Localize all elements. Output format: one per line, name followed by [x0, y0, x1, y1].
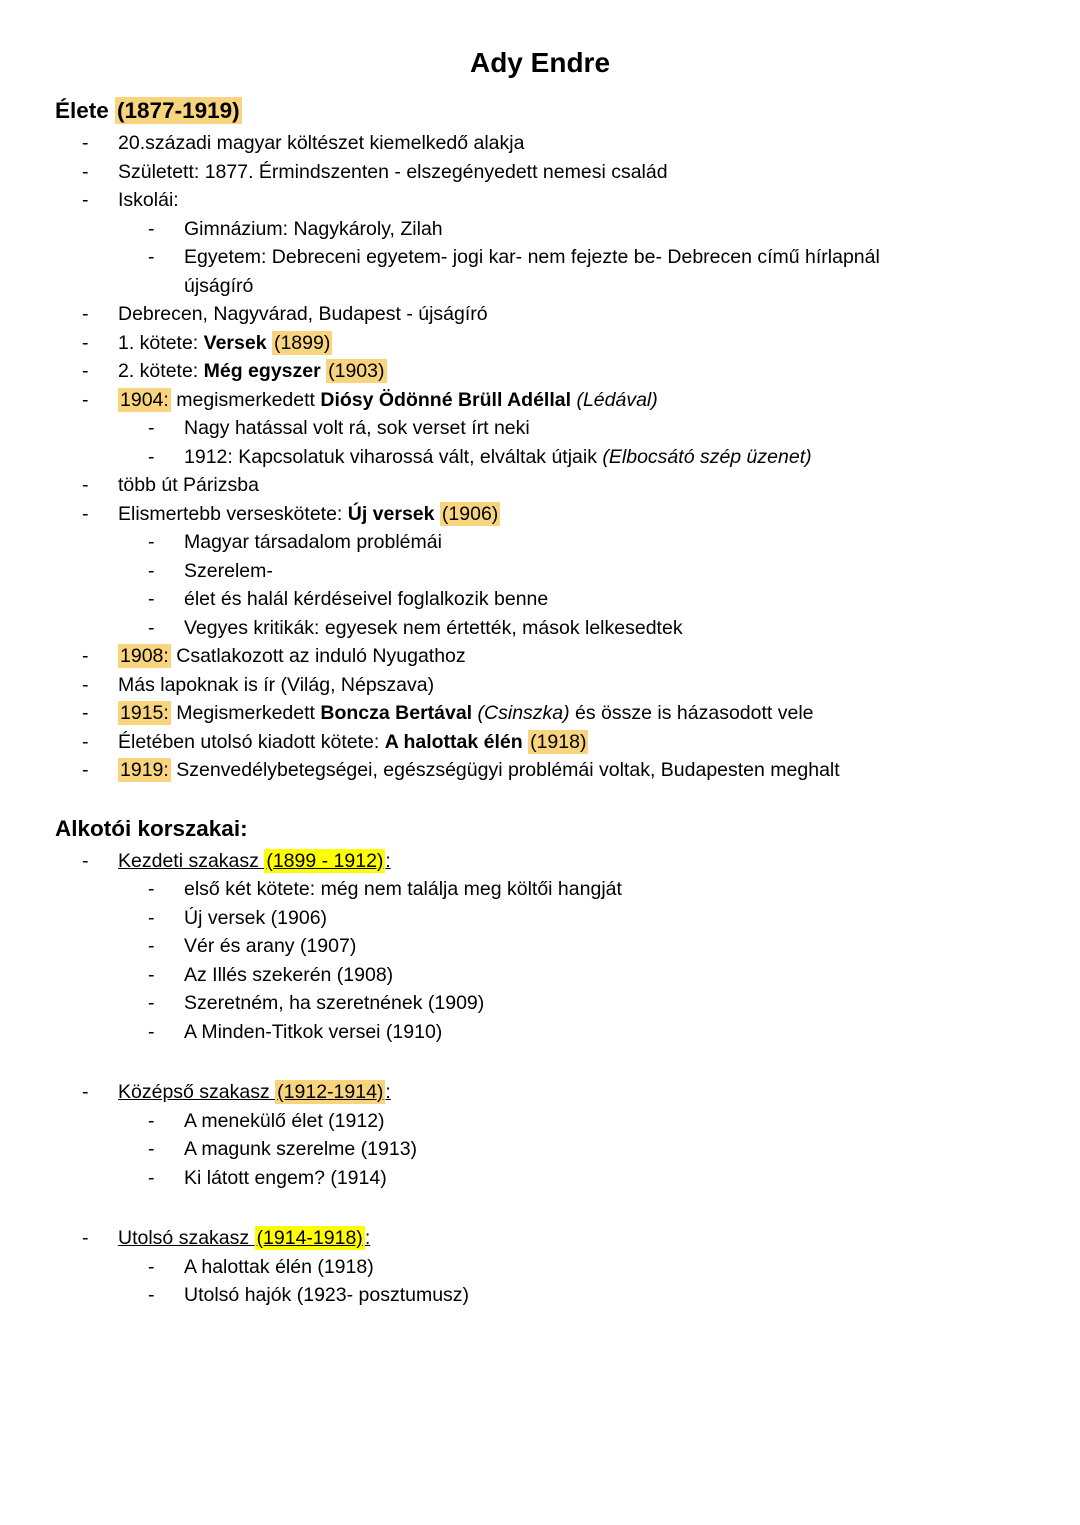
- list-item-text: [184, 904, 1025, 933]
- list-item: [55, 158, 1025, 187]
- text-segment: Élete: [55, 98, 116, 123]
- highlight-segment: (1877-1919): [117, 98, 240, 123]
- bullet-dash: -: [148, 417, 155, 439]
- text-segment: Új versek: [347, 502, 435, 525]
- bullet-dash: -: [148, 1138, 155, 1160]
- list-item: [55, 728, 1025, 757]
- list-item: [55, 1078, 1025, 1107]
- text-segment: A menekülő élet (1912): [184, 1109, 385, 1132]
- text-segment: :: [385, 1081, 391, 1103]
- highlight-segment: (1914-1918): [256, 1227, 363, 1249]
- bullet-dash: -: [148, 1166, 155, 1189]
- list-item-text: [118, 699, 1025, 728]
- list-item: [55, 386, 1025, 415]
- bullet-dash: -: [148, 616, 155, 639]
- list-item-text: [118, 386, 1025, 415]
- list-item: [55, 699, 1025, 728]
- text-segment: Utolsó hajók (1923- posztumusz): [184, 1284, 470, 1306]
- list-item: [55, 585, 1025, 614]
- list-item: [55, 300, 1025, 329]
- bullet-dash: -: [148, 1109, 155, 1132]
- list-item: [55, 1281, 1025, 1310]
- list-item-text: [184, 1281, 1025, 1310]
- bullet-dash: -: [82, 645, 89, 667]
- list-item-text: [118, 158, 1025, 187]
- text-segment: A halottak élén: [384, 730, 523, 753]
- list-item: [55, 1107, 1025, 1136]
- list-item-text: [184, 1107, 1025, 1136]
- list-item: [55, 471, 1025, 500]
- highlight-segment: (1903): [328, 360, 385, 382]
- bullet-dash: -: [82, 160, 89, 183]
- text-segment: Vegyes kritikák: egyesek nem értették, mások lelkesedtek: [184, 616, 683, 639]
- text-segment: Szenvedélybetegségei, egészségügyi problémái voltak, Budapesten meghalt: [170, 759, 840, 781]
- list-item-text: [118, 129, 1025, 158]
- bullet-dash: -: [82, 189, 89, 211]
- section: [55, 814, 1025, 1310]
- list-item-text: [184, 1253, 1025, 1282]
- text-segment: Debrecen, Nagyvárad, Budapest - újságíró: [118, 303, 488, 325]
- text-segment: Nagy hatással volt rá, sok verset írt neki: [184, 417, 530, 439]
- list-item-text: [184, 585, 1025, 614]
- list-item: [55, 904, 1025, 933]
- list-item-text: [118, 471, 1025, 500]
- highlight-segment: (1912-1914): [277, 1081, 384, 1103]
- bullet-dash: -: [82, 730, 89, 753]
- text-segment: élet és halál kérdéseivel foglalkozik benne: [184, 588, 549, 610]
- text-segment: (Lédával): [576, 388, 658, 411]
- list-item: [55, 357, 1025, 386]
- text-segment: Alkotói korszakai:: [55, 815, 248, 841]
- bullet-dash: -: [148, 445, 155, 468]
- list-item: [55, 847, 1025, 876]
- bullet-dash: -: [82, 331, 89, 354]
- list-item: [55, 671, 1025, 700]
- highlight-segment: (1918): [530, 730, 587, 753]
- list-item-text: [184, 557, 1025, 586]
- highlight-segment: (1899 - 1912): [266, 849, 384, 872]
- list-item-text: [184, 1164, 1025, 1193]
- text-segment: Kezdeti szakasz: [118, 849, 265, 872]
- text-segment: Új versek (1906): [184, 906, 328, 929]
- list-item-text: [184, 989, 1025, 1018]
- highlight-segment: 1908:: [120, 645, 169, 667]
- section: [55, 96, 1025, 785]
- bullet-dash: -: [82, 502, 89, 525]
- bullet-dash: -: [148, 1284, 155, 1306]
- list-item: [55, 614, 1025, 643]
- section-heading: [55, 814, 1025, 844]
- list-item-text: [118, 186, 1025, 215]
- bullet-dash: -: [82, 702, 89, 724]
- list-item-text: [118, 642, 1025, 671]
- list-item-text: [118, 500, 1025, 529]
- bullet-dash: -: [148, 1020, 155, 1043]
- text-segment: Más lapoknak is ír (Világ, Népszava): [118, 673, 435, 696]
- list-item: [55, 557, 1025, 586]
- text-segment: Gimnázium: Nagykároly, Zilah: [184, 217, 443, 240]
- list-item: [55, 443, 1025, 472]
- bullet-dash: -: [148, 992, 155, 1014]
- text-segment: 20.századi magyar költészet kiemelkedő alakja: [118, 132, 525, 154]
- list-item: [55, 500, 1025, 529]
- text-segment: :: [364, 1227, 371, 1249]
- bullet-dash: -: [148, 559, 155, 582]
- list-item-text: [184, 443, 1025, 472]
- list-item: [55, 272, 1025, 301]
- highlight-segment: 1904:: [120, 388, 169, 411]
- document-body: [55, 96, 1025, 1310]
- text-segment: első két kötete: még nem találja meg költői hangját: [184, 878, 622, 900]
- list-item: [55, 642, 1025, 671]
- text-segment: és össze is házasodott vele: [569, 702, 814, 724]
- list-item-text: [184, 961, 1025, 990]
- list-item: [55, 186, 1025, 215]
- text-segment: Csatlakozott az induló Nyugathoz: [170, 645, 466, 667]
- list-item-text: [184, 1135, 1025, 1164]
- list-item: [55, 528, 1025, 557]
- text-segment: 1912: Kapcsolatuk viharossá vált, elváltak útjaik: [184, 445, 603, 468]
- bullet-dash: -: [82, 303, 89, 325]
- list-item-text: [184, 414, 1025, 443]
- text-segment: megismerkedett: [170, 388, 321, 411]
- bullet-dash: -: [82, 1227, 89, 1249]
- text-segment: Középső szakasz: [118, 1081, 276, 1103]
- list-item: [55, 1164, 1025, 1193]
- text-segment: Szerelem-: [184, 559, 273, 582]
- text-segment: Egyetem: Debreceni egyetem- jogi kar- nem fejezte be- Debrecen című hírlapnál: [184, 246, 880, 268]
- list-item-text: [118, 847, 1025, 876]
- list-item-text: [118, 300, 1025, 329]
- text-segment: több út Párizsba: [118, 474, 259, 496]
- bullet-dash: -: [82, 474, 89, 496]
- bullet-dash: -: [82, 360, 89, 382]
- list-item-text: [184, 272, 1025, 301]
- text-segment: Született: 1877. Érmindszenten - elszegényedett nemesi család: [118, 160, 668, 183]
- list-item-text: [118, 329, 1025, 358]
- list-item: [55, 414, 1025, 443]
- bullet-dash: -: [148, 1255, 155, 1278]
- highlight-segment: 1919:: [120, 759, 169, 781]
- highlight-segment: (1899): [273, 331, 331, 354]
- list-item-text: [118, 357, 1025, 386]
- text-segment: Ki látott engem? (1914): [184, 1166, 387, 1189]
- list-item-text: [118, 1224, 1025, 1253]
- list-item-text: [118, 1078, 1025, 1107]
- text-segment: Az Illés szekerén (1908): [184, 963, 394, 986]
- list-item: [55, 129, 1025, 158]
- bullet-dash: -: [82, 388, 89, 411]
- list-item-text: [184, 215, 1025, 244]
- list-item: [55, 932, 1025, 961]
- text-segment: Szeretném, ha szeretnének (1909): [184, 992, 485, 1014]
- bullet-dash: -: [82, 673, 89, 696]
- list-item: [55, 1135, 1025, 1164]
- text-segment: A magunk szerelme (1913): [184, 1138, 418, 1160]
- list-item-text: [118, 728, 1025, 757]
- bullet-dash: -: [148, 878, 155, 900]
- bullet-dash: -: [148, 588, 155, 610]
- list-item-text: [184, 875, 1025, 904]
- text-segment: A Minden-Titkok versei (1910): [184, 1020, 443, 1043]
- text-segment: Iskolái:: [118, 189, 179, 211]
- list-item: [55, 329, 1025, 358]
- list-item: [55, 215, 1025, 244]
- text-segment: Magyar társadalom problémái: [184, 531, 442, 553]
- text-segment: 1. kötete:: [118, 331, 204, 354]
- bullet-dash: -: [82, 132, 89, 154]
- list-item-text: [184, 614, 1025, 643]
- list-item: [55, 989, 1025, 1018]
- bullet-dash: -: [82, 1081, 89, 1103]
- list-item-text: [118, 671, 1025, 700]
- list-item-text: [184, 932, 1025, 961]
- text-segment: Boncza Bertával: [320, 702, 473, 724]
- list-item: [55, 1253, 1025, 1282]
- bullet-dash: -: [82, 759, 89, 781]
- text-segment: (Elbocsátó szép üzenet): [602, 445, 812, 468]
- list-item-text: [118, 756, 1025, 785]
- list-item: [55, 243, 1025, 272]
- text-segment: újságíró: [184, 274, 254, 297]
- bullet-dash: -: [148, 963, 155, 986]
- bullet-dash: -: [148, 531, 155, 553]
- highlight-segment: (1906): [441, 502, 499, 525]
- text-segment: 2. kötete:: [118, 360, 204, 382]
- text-segment: Még egyszer: [203, 360, 321, 382]
- section-heading: [55, 96, 1025, 126]
- bullet-dash: -: [148, 906, 155, 929]
- bullet-dash: -: [82, 849, 89, 872]
- highlight-segment: 1915:: [120, 702, 169, 724]
- list-item-text: [184, 528, 1025, 557]
- list-item-text: [184, 243, 1025, 272]
- text-segment: A halottak élén (1918): [184, 1255, 374, 1278]
- text-segment: Vér és arany (1907): [184, 935, 357, 957]
- page-title: Ady Endre: [469, 47, 611, 78]
- bullet-dash: -: [148, 935, 155, 957]
- text-segment: Elismertebb verseskötete:: [118, 502, 348, 525]
- list-item: [55, 961, 1025, 990]
- text-segment: Versek: [203, 331, 267, 354]
- list-item: [55, 756, 1025, 785]
- list-item: [55, 1224, 1025, 1253]
- bullet-dash: -: [148, 246, 155, 268]
- text-segment: Megismerkedett: [170, 702, 321, 724]
- list-item: [55, 1018, 1025, 1047]
- text-segment: Utolsó szakasz: [118, 1227, 255, 1249]
- text-segment: (Csinszka): [477, 702, 570, 724]
- text-segment: Diósy Ödönné Brüll Adéllal: [320, 388, 572, 411]
- list-item-text: [184, 1018, 1025, 1047]
- list-item: [55, 875, 1025, 904]
- text-segment: :: [385, 849, 391, 872]
- bullet-dash: -: [148, 217, 155, 240]
- text-segment: Életében utolsó kiadott kötete:: [118, 730, 385, 753]
